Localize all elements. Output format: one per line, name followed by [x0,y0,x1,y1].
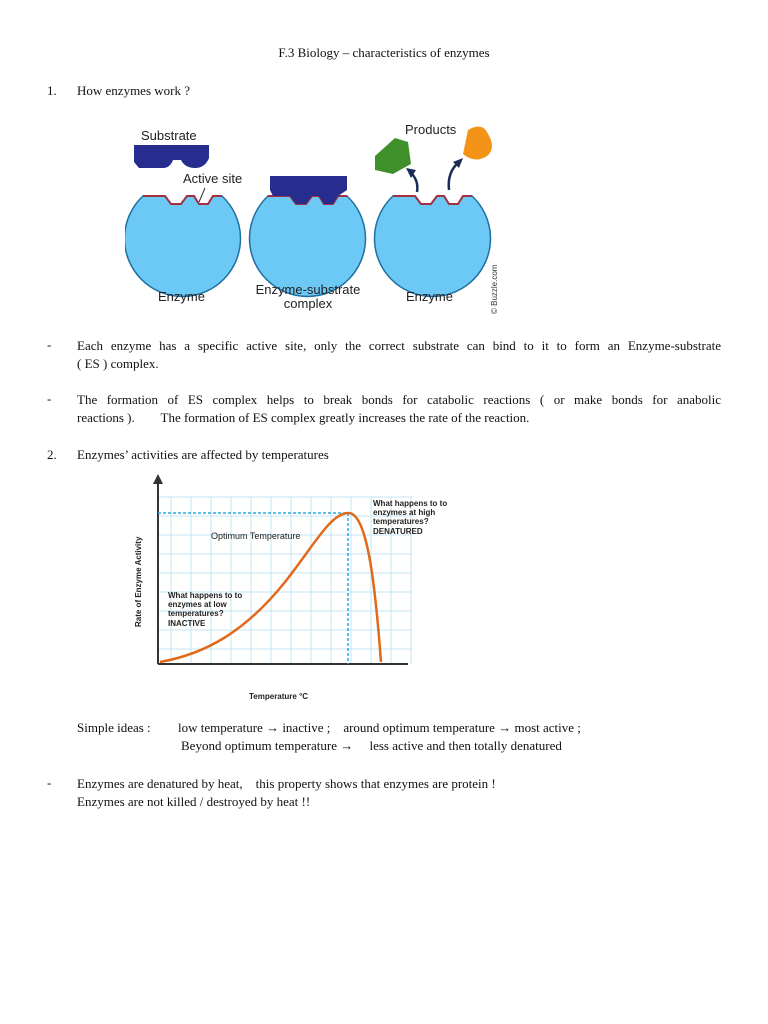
bullet-dash-2: - [47,391,52,406]
simple-ideas-line2: Beyond optimum temperature → less active and then totally denatured [181,738,562,753]
annotation-high-line1: What happens to to [373,499,448,508]
label-enzyme-1: Enzyme [158,289,205,304]
annotation-low-line1: What happens to to [168,591,243,600]
enzyme-mechanism-diagram [125,118,510,318]
temperature-activity-chart [125,472,470,707]
x-axis-label: Temperature °C [249,692,309,701]
simple-ideas-label: Simple ideas : [77,720,151,735]
annotation-high-line3: temperatures? [373,517,429,526]
y-axis-arrow [153,474,163,484]
bullet-1 [77,337,721,373]
bullet-2-line1: The formation of ES complex helps to break bonds for catabolic reactions ( or make bonds for anabolic [77,392,721,407]
bullet-2-line2: reactions ). The formation of ES complex greatly increases the rate of the reaction. [77,410,530,425]
annotation-high-line2: enzymes at high [373,508,436,517]
label-complex-line1: Enzyme-substrate [255,282,361,297]
label-credit: © Buzzle.com [490,264,499,314]
page-title: F.3 Biology – characteristics of enzymes [278,45,490,60]
label-enzyme-2: Enzyme [406,289,453,304]
annotation-low-line4: INACTIVE [168,619,206,628]
final-note-line1: Enzymes are denatured by heat, this property shows that enzymes are protein ! [77,776,496,791]
bullet-2 [77,391,721,427]
substrate-shape [134,145,209,168]
product-green-shape [375,138,411,174]
annotation-high [373,499,449,536]
label-active-site: Active site [183,171,243,186]
enzyme-1-shape [125,196,241,296]
y-axis-label: Rate of Enzyme Activity [134,536,143,627]
product-orange-shape [463,126,492,159]
annotation-low-line3: temperatures? [168,609,224,618]
annotation-low-line2: enzymes at low [168,600,227,609]
simple-ideas-line1: low temperature → inactive ; around optimum temperature → most active ; [178,720,581,735]
label-complex-line2: complex [283,296,333,311]
final-note-line2: Enzymes are not killed / destroyed by heat !! [77,794,311,809]
section-number-1: 1. [47,83,57,98]
bullet-1-line1: Each enzyme has a specific active site, only the correct substrate can bind to it to form an Enzyme-substrate [77,338,721,353]
annotation-low [168,591,244,628]
section-heading-2: Enzymes’ activities are affected by temperatures [77,447,329,462]
bullet-dash-1: - [47,337,52,352]
section-heading-1: How enzymes work ? [77,83,190,98]
annotation-optimum: Optimum Temperature [211,531,301,541]
label-substrate: Substrate [141,128,197,143]
annotation-high-line4: DENATURED [373,527,423,536]
final-dash: - [47,775,52,790]
label-products: Products [405,122,457,137]
active-site-pointer [199,188,205,202]
bullet-1-line2: ( ES ) complex. [77,356,159,371]
section-number-2: 2. [47,447,57,462]
enzyme-3-shape [375,196,491,296]
